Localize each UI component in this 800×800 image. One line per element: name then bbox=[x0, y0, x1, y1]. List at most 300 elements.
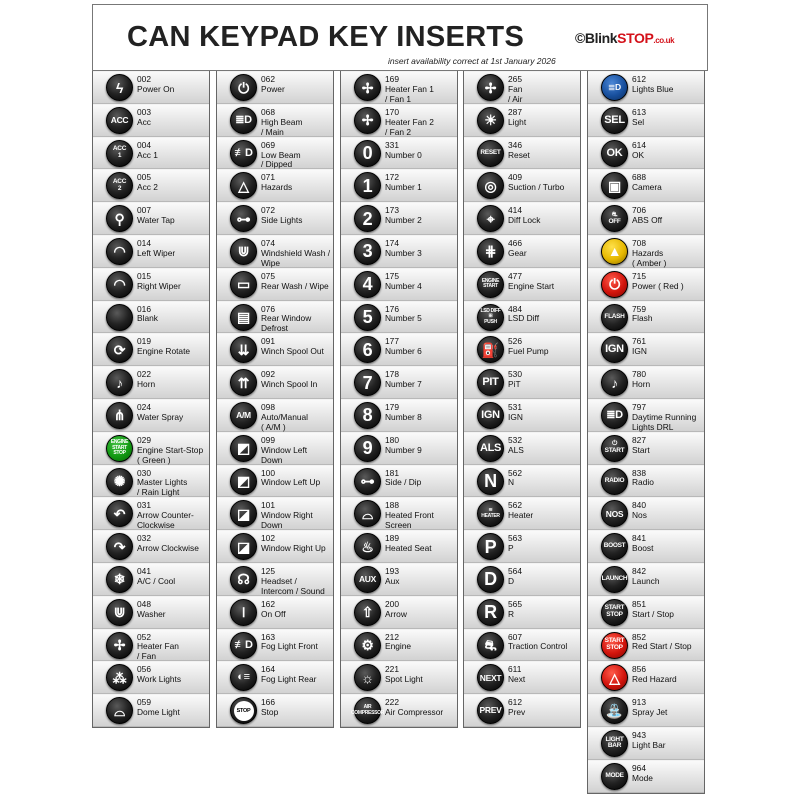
number-8-icon bbox=[354, 402, 381, 429]
icon-glyph: △ bbox=[238, 177, 249, 194]
insert-label bbox=[137, 108, 211, 128]
insert-row[interactable] bbox=[217, 169, 333, 202]
insert-name: IGN bbox=[632, 346, 647, 357]
insert-name: Water Tap bbox=[137, 215, 175, 226]
arrow-counter-clockwise-icon bbox=[106, 500, 133, 527]
insert-name: Mode bbox=[632, 772, 653, 783]
insert-label bbox=[508, 173, 582, 193]
light-icon bbox=[477, 107, 504, 134]
insert-row[interactable] bbox=[217, 629, 333, 662]
insert-name: Heater Fan / Fan bbox=[137, 641, 179, 662]
insert-name: Heated Front Screen bbox=[385, 510, 434, 531]
insert-row[interactable] bbox=[93, 301, 209, 334]
insert-label bbox=[632, 108, 706, 128]
insert-row[interactable] bbox=[341, 202, 457, 235]
insert-code: 708 bbox=[632, 237, 646, 248]
insert-label bbox=[261, 141, 335, 171]
icon-glyph: ≣D bbox=[235, 113, 252, 126]
insert-name: Radio bbox=[632, 477, 654, 488]
insert-row[interactable] bbox=[341, 563, 457, 596]
icon-glyph: ⚲ bbox=[114, 210, 125, 227]
letter-n-icon bbox=[477, 468, 504, 495]
insert-code: 414 bbox=[508, 205, 522, 216]
insert-code: 613 bbox=[632, 106, 646, 117]
rear-wash-icon bbox=[230, 271, 257, 298]
icon-glyph: ≋ HEATER bbox=[481, 507, 500, 519]
insert-row[interactable] bbox=[217, 301, 333, 334]
insert-name: Washer bbox=[137, 608, 166, 619]
start-power-icon bbox=[601, 435, 628, 462]
insert-row[interactable] bbox=[217, 694, 333, 727]
pit-text-icon bbox=[477, 369, 504, 396]
insert-name: Horn bbox=[632, 379, 651, 390]
insert-row[interactable] bbox=[588, 366, 704, 399]
insert-row[interactable] bbox=[464, 235, 580, 268]
insert-row[interactable] bbox=[217, 465, 333, 498]
icon-glyph: N bbox=[484, 471, 497, 492]
icon-glyph: START STOP bbox=[604, 604, 625, 619]
insert-name: Power ( Red ) bbox=[632, 280, 684, 291]
insert-column-3 bbox=[340, 71, 458, 728]
insert-row[interactable] bbox=[93, 465, 209, 498]
insert-label bbox=[632, 731, 706, 751]
insert-row[interactable] bbox=[588, 661, 704, 694]
insert-row[interactable] bbox=[93, 563, 209, 596]
windshield-wash-icon bbox=[230, 238, 257, 265]
insert-row[interactable] bbox=[464, 104, 580, 137]
insert-label bbox=[261, 206, 335, 226]
insert-code: 174 bbox=[385, 237, 399, 248]
insert-row[interactable] bbox=[464, 71, 580, 104]
insert-name: Light Bar bbox=[632, 739, 666, 750]
insert-name: Fuel Pump bbox=[508, 346, 549, 357]
insert-row[interactable] bbox=[341, 497, 457, 530]
insert-name: ALS bbox=[508, 444, 524, 455]
insert-code: 030 bbox=[137, 467, 151, 478]
insert-row[interactable] bbox=[588, 629, 704, 662]
insert-row[interactable] bbox=[588, 235, 704, 268]
insert-label bbox=[137, 206, 211, 226]
insert-row[interactable] bbox=[464, 497, 580, 530]
icon-glyph: ⛲ bbox=[605, 702, 624, 719]
insert-row[interactable] bbox=[93, 497, 209, 530]
icon-glyph: ⇈ bbox=[237, 374, 250, 391]
insert-row[interactable] bbox=[217, 596, 333, 629]
icon-glyph: ❄ bbox=[113, 571, 126, 588]
icon-glyph: A/M bbox=[236, 410, 251, 421]
insert-name: Windshield Wash / Wipe bbox=[261, 247, 331, 268]
insert-row[interactable] bbox=[93, 137, 209, 170]
icon-glyph: ▭ bbox=[237, 276, 250, 293]
insert-row[interactable] bbox=[217, 235, 333, 268]
insert-row[interactable] bbox=[464, 202, 580, 235]
insert-label bbox=[385, 600, 459, 620]
icon-glyph: 3 bbox=[362, 241, 373, 262]
insert-row[interactable] bbox=[217, 432, 333, 465]
insert-row[interactable] bbox=[588, 399, 704, 432]
insert-label bbox=[508, 698, 582, 718]
icon-glyph: 0 bbox=[362, 143, 373, 164]
ign-text-icon bbox=[477, 402, 504, 429]
insert-code: 102 bbox=[261, 533, 275, 544]
insert-code: 477 bbox=[508, 270, 522, 281]
insert-row[interactable] bbox=[93, 432, 209, 465]
insert-name: R bbox=[508, 608, 515, 619]
insert-code: 169 bbox=[385, 74, 399, 84]
insert-row[interactable] bbox=[341, 465, 457, 498]
insert-row[interactable] bbox=[93, 268, 209, 301]
insert-label bbox=[632, 305, 706, 325]
icon-glyph: RADIO bbox=[604, 476, 625, 484]
insert-code: 092 bbox=[261, 369, 275, 380]
prev-text-icon bbox=[477, 697, 504, 724]
insert-row[interactable] bbox=[464, 333, 580, 366]
insert-code: 287 bbox=[508, 106, 522, 117]
insert-code: 409 bbox=[508, 172, 522, 183]
insert-code: 099 bbox=[261, 434, 275, 445]
insert-label bbox=[137, 633, 211, 663]
insert-label bbox=[632, 633, 706, 653]
header bbox=[92, 4, 708, 71]
insert-label bbox=[632, 600, 706, 620]
insert-row[interactable] bbox=[217, 563, 333, 596]
insert-row[interactable] bbox=[93, 366, 209, 399]
insert-code: 331 bbox=[385, 139, 399, 150]
insert-name: Next bbox=[508, 674, 526, 685]
insert-row[interactable] bbox=[464, 629, 580, 662]
start-stop-text-icon bbox=[601, 599, 628, 626]
insert-label bbox=[632, 337, 706, 357]
brand-copyright: © bbox=[575, 30, 585, 46]
insert-name: Reset bbox=[508, 149, 530, 160]
insert-row[interactable] bbox=[464, 169, 580, 202]
insert-name: Aux bbox=[385, 575, 400, 586]
insert-row[interactable] bbox=[588, 268, 704, 301]
icon-glyph: ◩ bbox=[237, 473, 250, 490]
brand-blink: Blink bbox=[584, 30, 618, 46]
spray-jet-icon bbox=[601, 697, 628, 724]
insert-label bbox=[137, 272, 211, 292]
insert-label bbox=[137, 173, 211, 193]
insert-code: 612 bbox=[508, 697, 522, 708]
insert-row[interactable] bbox=[464, 661, 580, 694]
insert-label bbox=[385, 698, 459, 718]
insert-row[interactable] bbox=[464, 399, 580, 432]
insert-label bbox=[137, 141, 211, 161]
icon-glyph: 2 bbox=[362, 208, 373, 229]
fog-light-rear-icon bbox=[230, 664, 257, 691]
insert-label bbox=[261, 173, 335, 193]
insert-row[interactable] bbox=[464, 530, 580, 563]
insert-name: Daytime Running Lights DRL bbox=[632, 411, 697, 432]
dome-light-icon bbox=[106, 697, 133, 724]
icon-glyph: ◠ bbox=[113, 243, 126, 260]
insert-code: 200 bbox=[385, 598, 399, 609]
icon-glyph: 7 bbox=[362, 372, 373, 393]
insert-name: Power bbox=[261, 83, 285, 94]
insert-name: Spot Light bbox=[385, 674, 423, 685]
insert-row[interactable] bbox=[217, 71, 333, 104]
insert-row[interactable] bbox=[341, 268, 457, 301]
insert-row[interactable] bbox=[464, 563, 580, 596]
insert-row[interactable] bbox=[341, 661, 457, 694]
insert-name: Nos bbox=[632, 510, 647, 521]
insert-label bbox=[137, 600, 211, 620]
insert-label bbox=[261, 469, 335, 489]
insert-row[interactable] bbox=[588, 760, 704, 793]
insert-name: High Beam / Main bbox=[261, 116, 303, 137]
insert-label bbox=[632, 534, 706, 554]
arrow-clockwise-icon bbox=[106, 533, 133, 560]
insert-row[interactable] bbox=[341, 169, 457, 202]
insert-code: 170 bbox=[385, 106, 399, 117]
fan-icon bbox=[477, 74, 504, 101]
insert-row[interactable] bbox=[217, 333, 333, 366]
insert-row[interactable] bbox=[341, 71, 457, 104]
insert-row[interactable] bbox=[588, 465, 704, 498]
insert-row[interactable] bbox=[341, 235, 457, 268]
insert-row[interactable] bbox=[93, 694, 209, 727]
icon-glyph: ▲ bbox=[607, 243, 622, 260]
insert-label bbox=[632, 403, 706, 433]
insert-code: 031 bbox=[137, 500, 151, 511]
insert-code: 840 bbox=[632, 500, 646, 511]
engine-rotate-icon bbox=[106, 336, 133, 363]
insert-row[interactable] bbox=[217, 268, 333, 301]
fog-light-front-icon bbox=[230, 632, 257, 659]
insert-row[interactable] bbox=[217, 399, 333, 432]
insert-row[interactable] bbox=[93, 71, 209, 104]
insert-row[interactable] bbox=[588, 301, 704, 334]
insert-row[interactable] bbox=[341, 301, 457, 334]
icon-glyph: ⛐ bbox=[484, 637, 497, 654]
insert-label bbox=[632, 698, 706, 718]
icon-glyph: ✢ bbox=[484, 79, 497, 96]
icon-glyph: R bbox=[484, 602, 497, 623]
insert-code: 943 bbox=[632, 729, 646, 740]
icon-glyph: ACC 1 bbox=[112, 145, 127, 160]
insert-row[interactable] bbox=[588, 104, 704, 137]
hazard-triangle-icon bbox=[230, 172, 257, 199]
insert-code: 022 bbox=[137, 369, 151, 380]
insert-code: 562 bbox=[508, 500, 522, 511]
insert-row[interactable] bbox=[464, 465, 580, 498]
icon-glyph: IGN bbox=[481, 408, 500, 421]
insert-code: 014 bbox=[137, 237, 151, 248]
insert-row[interactable] bbox=[93, 596, 209, 629]
insert-row[interactable] bbox=[341, 366, 457, 399]
insert-code: 068 bbox=[261, 106, 275, 117]
insert-row[interactable] bbox=[588, 202, 704, 235]
insert-row[interactable] bbox=[464, 366, 580, 399]
insert-name: Hazards bbox=[261, 182, 293, 193]
insert-name: LSD Diff bbox=[508, 313, 540, 324]
insert-row[interactable] bbox=[588, 169, 704, 202]
insert-row[interactable] bbox=[93, 169, 209, 202]
icon-glyph: ⏽ bbox=[238, 604, 249, 621]
icon-glyph: ⋓ bbox=[113, 604, 126, 621]
insert-label bbox=[385, 469, 459, 489]
insert-row[interactable] bbox=[341, 432, 457, 465]
insert-name: Suction / Turbo bbox=[508, 182, 565, 193]
insert-name: Window Left Down bbox=[261, 444, 308, 465]
insert-row[interactable] bbox=[93, 202, 209, 235]
icon-glyph: 5 bbox=[362, 307, 373, 328]
abs-off-icon bbox=[601, 205, 628, 232]
camera-icon bbox=[601, 172, 628, 199]
insert-row[interactable] bbox=[588, 432, 704, 465]
insert-code: 032 bbox=[137, 533, 151, 544]
insert-row[interactable] bbox=[464, 137, 580, 170]
letter-d-icon bbox=[477, 566, 504, 593]
insert-name: Start bbox=[632, 444, 650, 455]
red-hazard-icon bbox=[601, 664, 628, 691]
insert-row[interactable] bbox=[588, 137, 704, 170]
insert-row[interactable] bbox=[93, 333, 209, 366]
insert-row[interactable] bbox=[588, 530, 704, 563]
aux-text-icon bbox=[354, 566, 381, 593]
insert-row[interactable] bbox=[464, 268, 580, 301]
insert-label bbox=[385, 173, 459, 193]
insert-name: Number 9 bbox=[385, 444, 422, 455]
insert-row[interactable] bbox=[588, 694, 704, 727]
icon-glyph: 1 bbox=[362, 175, 373, 196]
insert-label bbox=[632, 567, 706, 587]
icon-glyph: ϟ bbox=[115, 79, 124, 96]
insert-row[interactable] bbox=[217, 202, 333, 235]
icon-glyph: ◐≡ bbox=[237, 671, 250, 684]
reset-text-icon bbox=[477, 140, 504, 167]
insert-name: Start / Stop bbox=[632, 608, 674, 619]
insert-row[interactable] bbox=[93, 399, 209, 432]
insert-row[interactable] bbox=[588, 333, 704, 366]
insert-label bbox=[508, 272, 582, 292]
flash-text-icon bbox=[601, 304, 628, 331]
insert-row[interactable] bbox=[341, 596, 457, 629]
insert-name: D bbox=[508, 575, 515, 586]
insert-name: Heater Fan 1 / Fan 1 bbox=[385, 83, 434, 104]
brand-logo[interactable] bbox=[575, 30, 674, 46]
insert-code: 074 bbox=[261, 237, 275, 248]
icon-glyph: 8 bbox=[362, 405, 373, 426]
insert-row[interactable] bbox=[341, 137, 457, 170]
insert-row[interactable] bbox=[341, 104, 457, 137]
insert-row[interactable] bbox=[217, 530, 333, 563]
insert-name: Number 4 bbox=[385, 280, 422, 291]
insert-label bbox=[508, 633, 582, 653]
launch-text-icon bbox=[601, 566, 628, 593]
brand-stop: STOP bbox=[617, 30, 654, 46]
insert-code: 015 bbox=[137, 270, 151, 281]
mode-text-icon bbox=[601, 763, 628, 790]
insert-row[interactable] bbox=[588, 563, 704, 596]
insert-name: Winch Spool Out bbox=[261, 346, 324, 357]
insert-label bbox=[137, 75, 211, 95]
insert-row[interactable] bbox=[217, 137, 333, 170]
icon-glyph: BOOST bbox=[603, 542, 626, 550]
number-2-icon bbox=[354, 205, 381, 232]
insert-name: Camera bbox=[632, 182, 662, 193]
icon-glyph: ⟳ bbox=[113, 341, 126, 358]
insert-row[interactable] bbox=[588, 727, 704, 760]
insert-row[interactable] bbox=[588, 596, 704, 629]
insert-row[interactable] bbox=[341, 399, 457, 432]
insert-row[interactable] bbox=[464, 596, 580, 629]
insert-code: 614 bbox=[632, 139, 646, 150]
icon-glyph: ♪ bbox=[611, 374, 618, 391]
insert-row[interactable] bbox=[588, 497, 704, 530]
number-5-icon bbox=[354, 304, 381, 331]
insert-row[interactable] bbox=[93, 661, 209, 694]
insert-name: Number 8 bbox=[385, 411, 422, 422]
insert-code: 175 bbox=[385, 270, 399, 281]
insert-row[interactable] bbox=[341, 694, 457, 727]
insert-column-5 bbox=[587, 71, 705, 794]
icon-glyph: AIR COMPRESSOR bbox=[350, 704, 385, 716]
insert-row[interactable] bbox=[217, 104, 333, 137]
icon-glyph: OK bbox=[606, 146, 623, 159]
key-inserts-sheet bbox=[92, 4, 708, 796]
insert-row[interactable] bbox=[217, 661, 333, 694]
low-beam-icon bbox=[230, 140, 257, 167]
left-wiper-icon bbox=[106, 238, 133, 265]
master-lights-icon bbox=[106, 468, 133, 495]
insert-label bbox=[632, 436, 706, 456]
insert-code: 188 bbox=[385, 500, 399, 511]
insert-row[interactable] bbox=[464, 432, 580, 465]
icon-glyph: ACC 2 bbox=[112, 178, 127, 192]
insert-label bbox=[137, 469, 211, 499]
insert-row[interactable] bbox=[217, 366, 333, 399]
insert-name: Acc bbox=[137, 116, 151, 127]
number-9-icon bbox=[354, 435, 381, 462]
insert-code: 100 bbox=[261, 467, 275, 478]
stop-icon bbox=[230, 697, 257, 724]
insert-label bbox=[508, 75, 582, 105]
insert-label bbox=[508, 436, 582, 456]
icon-glyph: ☀ bbox=[484, 112, 497, 129]
insert-row[interactable] bbox=[93, 235, 209, 268]
icon-glyph: LIGHT BAR bbox=[605, 735, 624, 750]
icon-glyph: D bbox=[484, 569, 497, 590]
insert-row[interactable] bbox=[341, 530, 457, 563]
engine-icon bbox=[354, 632, 381, 659]
insert-row[interactable] bbox=[464, 694, 580, 727]
insert-label bbox=[261, 272, 335, 292]
insert-row[interactable] bbox=[93, 530, 209, 563]
insert-name: Traction Control bbox=[508, 641, 568, 652]
gear-shift-icon bbox=[477, 238, 504, 265]
insert-name: Arrow bbox=[385, 608, 407, 619]
insert-row[interactable] bbox=[341, 333, 457, 366]
insert-row[interactable] bbox=[93, 629, 209, 662]
insert-label bbox=[508, 337, 582, 357]
washer-icon bbox=[106, 599, 133, 626]
insert-name: Fan / Air bbox=[508, 83, 523, 104]
insert-name: Number 2 bbox=[385, 215, 422, 226]
number-6-icon bbox=[354, 336, 381, 363]
insert-label bbox=[632, 501, 706, 521]
insert-row[interactable] bbox=[217, 497, 333, 530]
insert-row[interactable] bbox=[341, 629, 457, 662]
side-lights-icon bbox=[230, 205, 257, 232]
insert-label bbox=[385, 501, 459, 531]
insert-code: 611 bbox=[508, 664, 522, 675]
icon-glyph: ⏻ START bbox=[604, 440, 625, 455]
insert-row[interactable] bbox=[93, 104, 209, 137]
insert-row[interactable] bbox=[588, 71, 704, 104]
insert-row[interactable] bbox=[464, 301, 580, 334]
